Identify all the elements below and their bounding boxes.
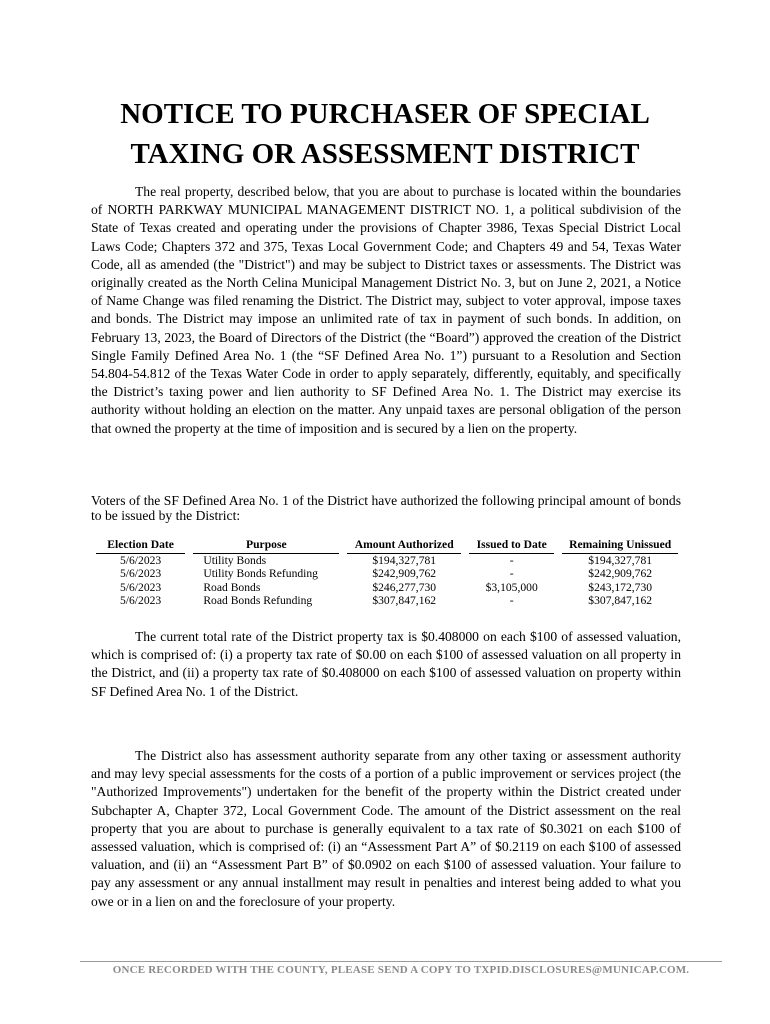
title-line-2: TAXING OR ASSESSMENT DISTRICT	[130, 138, 640, 170]
table-header-row	[96, 538, 678, 553]
bond-authorization-table	[96, 538, 678, 608]
cell-election-date: 5/6/2023	[119, 567, 162, 581]
table-row	[96, 581, 678, 595]
footer-recording-instructions: ONCE RECORDED WITH THE COUNTY, PLEASE SEND A COPY TO TXPID.DISCLOSURES@MUNICAP.COM.	[112, 964, 690, 976]
assessment-authority-paragraph: The District also has assessment authority separate from any other taxing or assessment authority and may levy special assessments for the costs of a portion of a public improvement or services project (the "Authorized Improvements") undertaken for the benefit of the property within the District created under Subchapter A, Chapter 372, Local Government Code. The amount of the District assessment on the real property that you are about to purchase is generally equivalent to a tax rate of $0.3021 on each $100 of assessed valuation, which is comprised of: (i) an “Assessment Part A” of $0.2119 on each $100 of assessed valuation, and (ii) an “Assessment Part B” of $0.0902 on each $100 of assessed valuation. Your failure to pay any assessment or any annual installment may result in penalties and interest being added to what you owe or in a lien on and the foreclosure of your property.	[91, 748, 681, 909]
cell-issued-to-date: -	[509, 567, 514, 581]
table-row	[96, 553, 678, 567]
cell-remaining-unissued: $242,909,762	[588, 567, 653, 581]
header-amount-authorized: Amount Authorized	[347, 538, 461, 553]
footer-divider	[80, 961, 722, 962]
cell-amount-authorized: $194,327,781	[372, 553, 437, 567]
table-row	[96, 567, 678, 581]
cell-purpose: Utility Bonds Refunding	[203, 567, 318, 581]
bonds-authorized-paragraph: Voters of the SF Defined Area No. 1 of the District have authorized the following principal amount of bonds to be issued by the District:	[91, 493, 681, 523]
cell-remaining-unissued: $243,172,730	[588, 580, 653, 594]
table-row	[96, 594, 678, 608]
cell-issued-to-date: -	[509, 553, 514, 567]
title-line-1: NOTICE TO PURCHASER OF SPECIAL	[120, 98, 650, 130]
district-description-paragraph: The real property, described below, that you are about to purchase is located within the boundaries of NORTH PARKWAY MUNICIPAL MANAGEMENT DISTRICT NO. 1, a political subdivision of the State of Texas created and operating under the provisions of Chapter 3986, Texas Special District Local Laws Code; Chapters 372 and 375, Texas Local Government Code; and Chapters 49 and 54, Texas Water Code, all as amended (the "District") and may be subject to District taxes or assessments. The District was originally created as the North Celina Municipal Management District No. 3, but on June 2, 2021, a Notice of Name Change was filed renaming the District. The District may, subject to voter approval, impose taxes and bonds. The District may impose an unlimited rate of tax in payment of such bonds. In addition, on February 13, 2023, the Board of Directors of the District (the “Board”) approved the creation of the District Single Family Defined Area No. 1 (the “SF Defined Area No. 1”) pursuant to a Resolution and Section 54.804-54.812 of the Texas Water Code in order to apply separately, differently, equitably, and specifically the District’s taxing power and lien authority to SF Defined Area No. 1. The District may exercise its authority without holding an election on the matter. Any unpaid taxes are personal obligation of the person that owned the property at the time of imposition and is secured by a lien on the property.	[91, 184, 681, 436]
cell-remaining-unissued: $194,327,781	[588, 553, 653, 567]
header-election-date: Election Date	[96, 538, 185, 553]
cell-amount-authorized: $246,277,730	[372, 580, 437, 594]
cell-election-date: 5/6/2023	[119, 580, 162, 594]
cell-issued-to-date: -	[509, 594, 514, 608]
cell-purpose: Utility Bonds	[203, 553, 267, 567]
cell-issued-to-date: $3,105,000	[485, 580, 538, 594]
cell-purpose: Road Bonds Refunding	[203, 594, 313, 608]
header-purpose: Purpose	[193, 538, 339, 553]
header-issued-to-date: Issued to Date	[469, 538, 554, 553]
document-title	[60, 94, 710, 174]
cell-amount-authorized: $242,909,762	[372, 567, 437, 581]
property-tax-rate-paragraph: The current total rate of the District property tax is $0.408000 on each $100 of assessed valuation, which is comprised of: (i) a property tax rate of $0.00 on each $100 of assessed valuation on all property in the District, and (ii) a property tax rate of $0.408000 on each $100 of assessed valuation on property within SF Defined Area No. 1 of the District.	[91, 629, 681, 699]
cell-remaining-unissued: $307,847,162	[588, 594, 653, 608]
cell-amount-authorized: $307,847,162	[372, 594, 437, 608]
cell-election-date: 5/6/2023	[119, 594, 162, 608]
cell-purpose: Road Bonds	[203, 580, 261, 594]
header-remaining-unissued: Remaining Unissued	[562, 538, 678, 553]
cell-election-date: 5/6/2023	[119, 553, 162, 567]
